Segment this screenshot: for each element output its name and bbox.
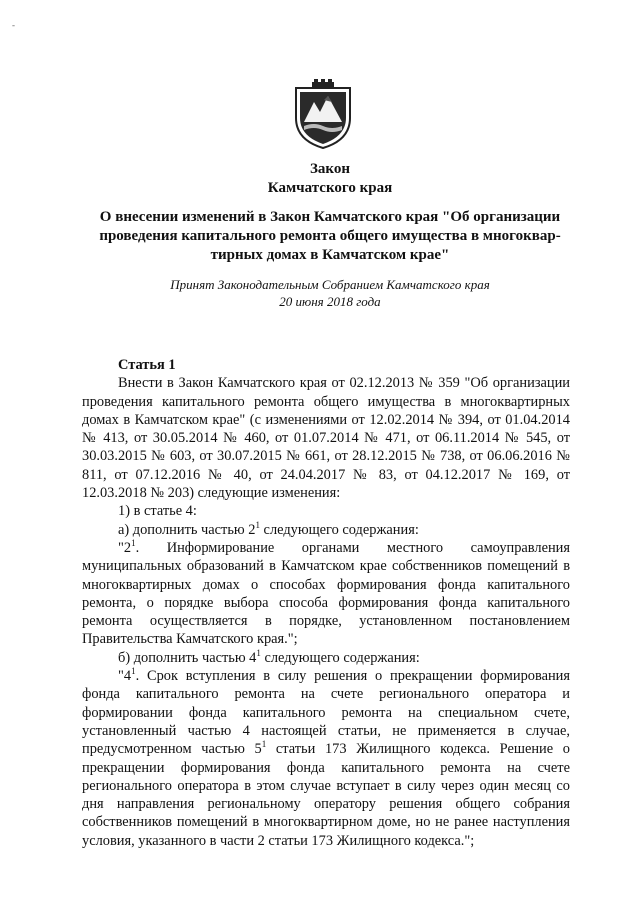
law-title-line1: Закон <box>309 161 350 177</box>
item-b-tail: следующего содержания: <box>260 649 420 666</box>
adoption-note <box>60 276 600 310</box>
law-title-line2: Камчатского края <box>267 180 393 196</box>
part-2-1-num: "2 <box>118 539 132 556</box>
part-2-1 <box>82 539 570 649</box>
page-mark: - <box>12 20 15 30</box>
item-1: 1) в статье 4: <box>118 503 197 520</box>
law-title <box>60 160 600 198</box>
adoption-line1: Принят Законодательным Собранием Камчатского края <box>170 277 490 292</box>
article-body <box>82 356 570 850</box>
change-title-line2: проведения капитального ремонта общего имущества в многоквар- <box>99 228 561 244</box>
part-4-1-tail: статьи 173 Жилищного кодекса. Решение о прекращении формирования фонда капитального ремонта на счете регионального оператора в этом случае вступает в силу через один месяц со дня направления региональному оператору решения общего собрания собственников помещений в многоквартирном доме, но не ранее наступления условия, указанного в части 2 статьи 173 Жилищного кодекса."; <box>82 741 571 849</box>
kamchatka-coat-of-arms-icon <box>290 78 356 150</box>
change-title <box>60 208 600 265</box>
part-2-1-sup: 1 <box>131 538 136 549</box>
part-4-1 <box>82 667 570 850</box>
part-5-1-sup: 1 <box>261 739 267 750</box>
change-title-line1: О внесении изменений в Закон Камчатского края "Об организации <box>99 209 561 225</box>
article-intro: Внести в Закон Камчатского края от 02.12.2013 № 359 "Об организации проведения капитального ремонта общего имущества в многоквартирных домах в Камчатском крае" (с изменениями от 12.02.2014 № 394, от 01.04.2014 № 413, от 30.05.2014 № 460, от 01.07.2014 № 471, от 06.11.2014 № 545, от 30.03.2015 № 603, от 30.07.2015 № 661, от 28.12.2015 № 738, от 06.06.2016 № 811, от 07.12.2016 № 40, от 24.04.2017 № 83, от 04.12.2017 № 169, от 12.03.2018 № 203) следующие изменения: <box>82 375 570 502</box>
part-4-1-sup: 1 <box>131 666 136 677</box>
item-a-text: а) дополнить частью 2 <box>118 521 256 538</box>
part-4-1-text: . Срок вступления в силу решения о прекращении формирования фонда капитального ремонта на счете регионального оператора и формировании фонда капитального ремонта на специальном счете, установленный частью 4 настоящей статьи, не применяется в случае, предусмотренном частью 5 <box>82 668 570 758</box>
item-a-tail: следующего содержания: <box>259 521 419 538</box>
item-b-text: б) дополнить частью 4 <box>118 649 257 666</box>
adoption-date: 20 июня 2018 года <box>279 294 381 309</box>
item-b <box>82 649 570 667</box>
part-4-1-num: "4 <box>118 668 132 685</box>
item-a-sup: 1 <box>255 519 260 530</box>
item-a <box>82 521 570 539</box>
part-2-1-text: . Информирование органами местного самоуправления муниципальных образований в Камчатском крае собственников помещений в многоквартирных домах о способах формирования фонда капитального ремонта, о порядке выбора способа формирования фонда капитального ремонта осуществляется в порядке, установленном постановлением Правительства Камчатского края."; <box>82 539 570 648</box>
article-heading: Статья 1 <box>118 357 176 373</box>
change-title-line3: тирных домах в Камчатском крае" <box>210 247 450 263</box>
item-b-sup: 1 <box>256 647 261 658</box>
